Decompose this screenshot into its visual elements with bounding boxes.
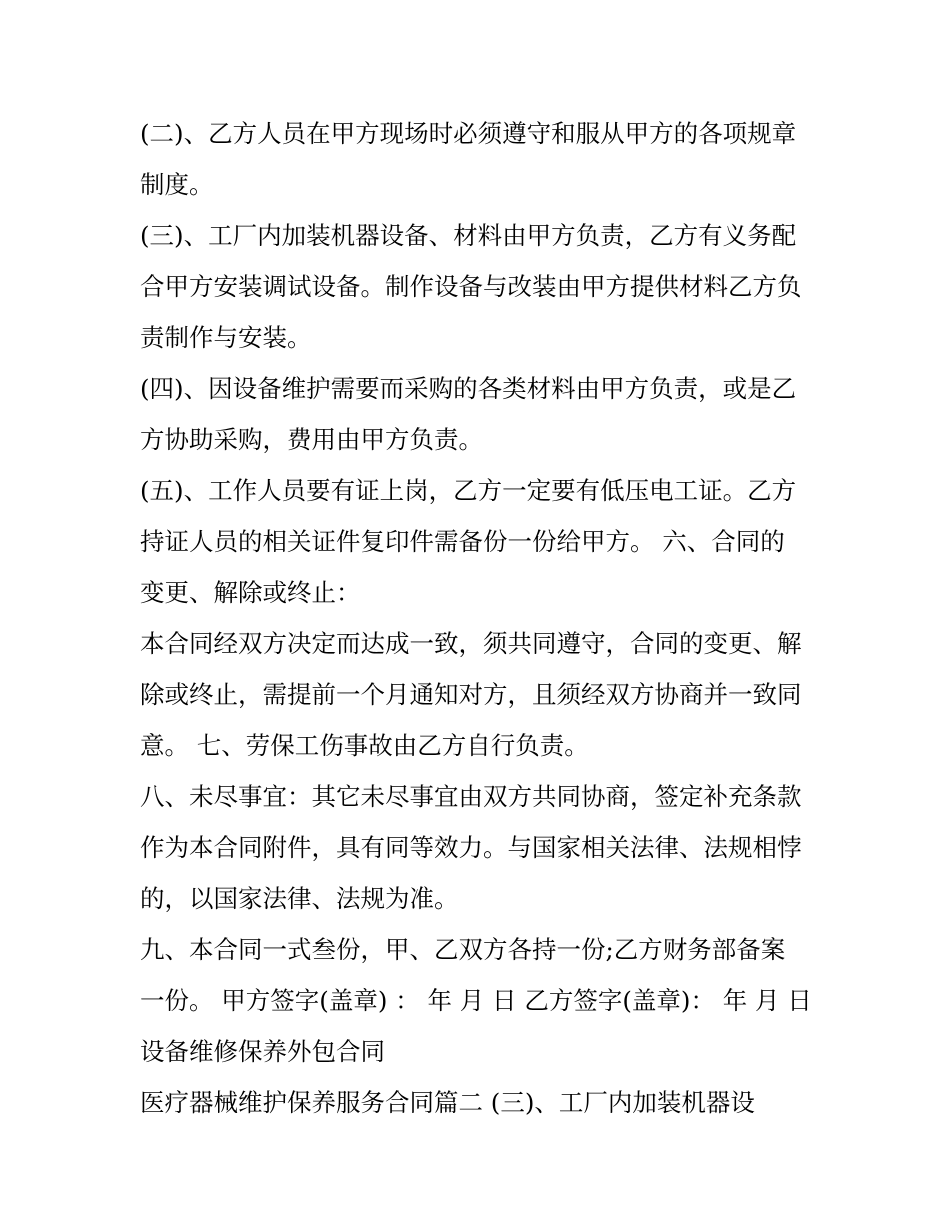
text-line: 本合同经双方决定而达成一致，须共同遵守，合同的变更、解 — [140, 629, 802, 658]
text-line: 的，以国家法律、法规为准。 — [140, 884, 459, 913]
text-line: (四)、因设备维护需要而采购的各类材料由甲方负责，或是乙 — [140, 374, 797, 403]
text-line: 九、本合同一式叁份，甲、乙双方各持一份;乙方财务部备案 — [140, 935, 786, 964]
text-line: (二)、乙方人员在甲方现场时必须遵守和服从甲方的各项规章 — [140, 119, 797, 148]
document-body — [140, 108, 820, 1128]
text-line: 医疗器械维护保养服务合同篇二 (三)、工厂内加装机器设 — [140, 1088, 755, 1117]
text-line: 设备维修保养外包合同 — [140, 1037, 385, 1066]
text-line: 制度。 — [140, 170, 214, 199]
text-line: 意。 七、劳保工伤事故由乙方自行负责。 — [140, 731, 589, 760]
text-line: 合甲方安装调试设备。制作设备与改装由甲方提供材料乙方负 — [140, 272, 802, 301]
text-line: 作为本合同附件，具有同等效力。与国家相关法律、法规相悖 — [140, 833, 802, 862]
text-line: 八、未尽事宜：其它未尽事宜由双方共同协商，签定补充条款 — [140, 782, 802, 811]
text-line: 一份。 甲方签字(盖章) ： 年 月 日 乙方签字(盖章)： 年 月 日 — [140, 986, 812, 1015]
text-line: 除或终止，需提前一个月通知对方，且须经双方协商并一致同 — [140, 680, 802, 709]
text-line: 方协助采购，费用由甲方负责。 — [140, 425, 483, 454]
text-line: 责制作与安装。 — [140, 323, 312, 352]
text-line: 持证人员的相关证件复印件需备份一份给甲方。 六、合同的 — [140, 527, 785, 556]
text-line: 变更、解除或终止： — [140, 578, 361, 607]
text-line: (三)、工厂内加装机器设备、材料由甲方负责，乙方有义务配 — [140, 221, 797, 250]
text-line: (五)、工作人员要有证上岗，乙方一定要有低压电工证。乙方 — [140, 476, 797, 505]
